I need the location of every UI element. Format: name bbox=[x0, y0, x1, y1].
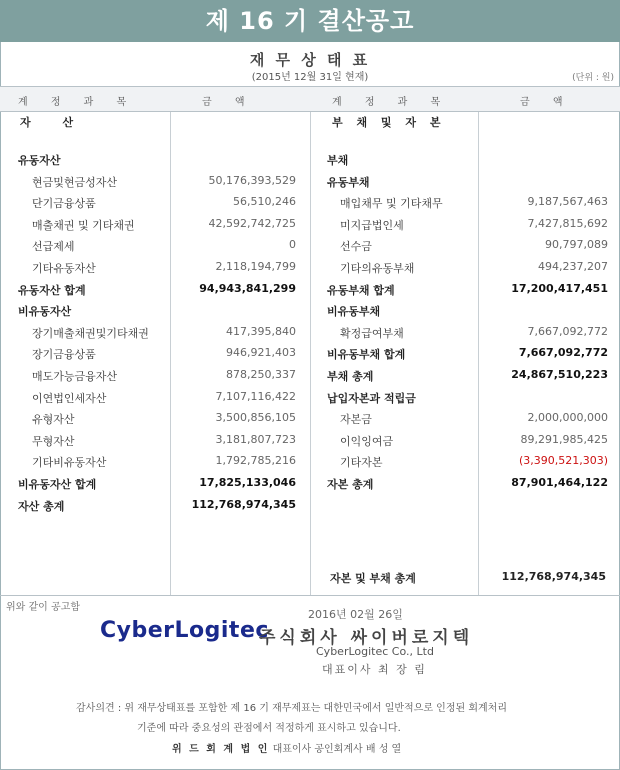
company-name-ko: 주식회사 싸이버로지텍 bbox=[259, 628, 474, 648]
account-amount: 94,943,841,299 bbox=[199, 281, 296, 295]
assets-section-title: 자 산 bbox=[20, 116, 88, 129]
account-amount: 3,500,856,105 bbox=[215, 411, 296, 425]
statement-date: (2015년 12월 31일 현재) bbox=[251, 72, 369, 83]
company-logo: CyberLogitec bbox=[100, 618, 269, 643]
left-account-header: 계 정 과 목 bbox=[18, 97, 137, 108]
account-amount: 417,395,840 bbox=[226, 324, 296, 338]
account-label: 비유동부채 합계 bbox=[327, 348, 406, 362]
liabilities-section-title: 부 채 및 자 본 bbox=[332, 116, 446, 129]
account-label: 장기금융상품 bbox=[32, 348, 96, 362]
account-label: 기타자본 bbox=[340, 456, 383, 470]
account-amount: 50,176,393,529 bbox=[208, 173, 296, 187]
account-label: 납입자본과 적립금 bbox=[327, 391, 416, 405]
account-label: 매출채권 및 기타채권 bbox=[32, 218, 135, 232]
account-label: 단기금융상품 bbox=[32, 197, 96, 211]
account-label: 유동부채 bbox=[327, 175, 370, 189]
notice-date: 2016년 02월 26일 bbox=[308, 608, 403, 621]
account-label: 비유동자산 합계 bbox=[18, 478, 97, 491]
account-amount: 494,237,207 bbox=[538, 260, 608, 273]
account-label: 유동부채 합계 bbox=[327, 283, 395, 297]
account-label: 부채 bbox=[327, 154, 349, 167]
auditor-name: 대표이사 공인회계사 배 성 열 bbox=[272, 744, 402, 755]
account-amount: 0 bbox=[289, 238, 296, 252]
table-header bbox=[0, 86, 620, 112]
account-label: 자본금 bbox=[340, 413, 372, 427]
notice-banner: 제 16 기 결산공고 bbox=[0, 0, 620, 42]
unit-label: (단위 : 원) bbox=[572, 73, 614, 83]
ceo-name: 대표이사 최 장 림 bbox=[322, 663, 427, 676]
right-account-header: 계 정 과 목 bbox=[332, 97, 451, 108]
left-amount-header: 금 액 bbox=[202, 97, 255, 108]
account-label: 부채 총계 bbox=[327, 370, 374, 383]
audit-opinion-line1: 감사의견 : 위 재무상태표를 포함한 제 16 기 재무제표는 대한민국에서 일반적으로 인정된 회계처리 bbox=[76, 703, 507, 714]
auditor-firm: 위 드 회 계 법 인 bbox=[172, 744, 270, 755]
account-label: 장기매출채권및기타채권 bbox=[32, 326, 149, 340]
account-label: 유형자산 bbox=[32, 413, 75, 427]
account-amount: 89,291,985,425 bbox=[520, 432, 608, 446]
account-amount: 9,187,567,463 bbox=[527, 195, 608, 209]
account-label: 자산 총계 bbox=[18, 499, 65, 513]
account-label: 비유동부채 bbox=[327, 305, 381, 319]
notice-remark: 위와 같이 공고함 bbox=[6, 602, 80, 613]
audit-opinion-line2: 기준에 따라 중요성의 관점에서 적정하게 표시하고 있습니다. bbox=[137, 723, 401, 734]
account-amount: 7,667,092,772 bbox=[518, 346, 608, 360]
account-label: 현금및현금성자산 bbox=[32, 175, 118, 189]
account-amount: 42,592,742,725 bbox=[208, 216, 296, 230]
account-label: 기타의유동부채 bbox=[340, 262, 415, 275]
account-amount: 24,867,510,223 bbox=[511, 368, 608, 381]
column-divider bbox=[310, 112, 311, 595]
account-amount: 112,768,974,345 bbox=[191, 497, 296, 511]
account-amount: 17,825,133,046 bbox=[199, 476, 296, 489]
account-label: 비유동자산 bbox=[18, 305, 72, 319]
account-amount: 56,510,246 bbox=[233, 195, 296, 209]
account-amount: 1,792,785,216 bbox=[215, 454, 296, 468]
account-amount: 946,921,403 bbox=[226, 346, 296, 360]
account-label: 이익잉여금 bbox=[340, 434, 394, 448]
account-amount: 17,200,417,451 bbox=[511, 281, 608, 295]
account-label: 유동자산 bbox=[18, 154, 61, 167]
account-label: 이연법인세자산 bbox=[32, 391, 107, 405]
account-amount: 87,901,464,122 bbox=[511, 476, 608, 489]
account-amount: 7,107,116,422 bbox=[215, 389, 296, 403]
account-label: 선수금 bbox=[340, 240, 372, 254]
account-amount: 7,667,092,772 bbox=[527, 324, 608, 338]
grand-total-label: 자본 및 부채 총계 bbox=[330, 572, 416, 585]
company-name-en: CyberLogitec Co., Ltd bbox=[316, 645, 434, 658]
account-label: 확정급여부채 bbox=[340, 326, 404, 340]
column-divider bbox=[478, 112, 479, 595]
account-label: 기타유동자산 bbox=[32, 262, 96, 275]
column-divider bbox=[170, 112, 171, 595]
account-amount: 90,797,089 bbox=[545, 238, 608, 252]
account-label: 선급제세 bbox=[32, 240, 75, 254]
account-label: 미지급법인세 bbox=[340, 218, 404, 232]
statement-title: 재 무 상 태 표 bbox=[249, 51, 371, 69]
auditor-signature bbox=[172, 740, 401, 755]
account-amount: 878,250,337 bbox=[226, 368, 296, 381]
account-label: 매도가능금융자산 bbox=[32, 370, 118, 383]
right-amount-header: 금 액 bbox=[520, 97, 573, 108]
account-label: 무형자산 bbox=[32, 434, 75, 448]
account-amount: 7,427,815,692 bbox=[527, 216, 608, 230]
account-label: 유동자산 합계 bbox=[18, 283, 86, 297]
account-amount: 2,118,194,799 bbox=[215, 260, 296, 273]
account-label: 기타비유동자산 bbox=[32, 456, 107, 470]
account-amount: 2,000,000,000 bbox=[527, 411, 608, 425]
account-amount: 3,181,807,723 bbox=[215, 432, 296, 446]
account-label: 매입채무 및 기타채무 bbox=[340, 197, 443, 211]
account-label: 자본 총계 bbox=[327, 478, 374, 491]
account-amount: (3,390,521,303) bbox=[518, 454, 608, 468]
grand-total-amount: 112,768,974,345 bbox=[501, 570, 606, 583]
table-bottom-rule bbox=[0, 595, 620, 596]
